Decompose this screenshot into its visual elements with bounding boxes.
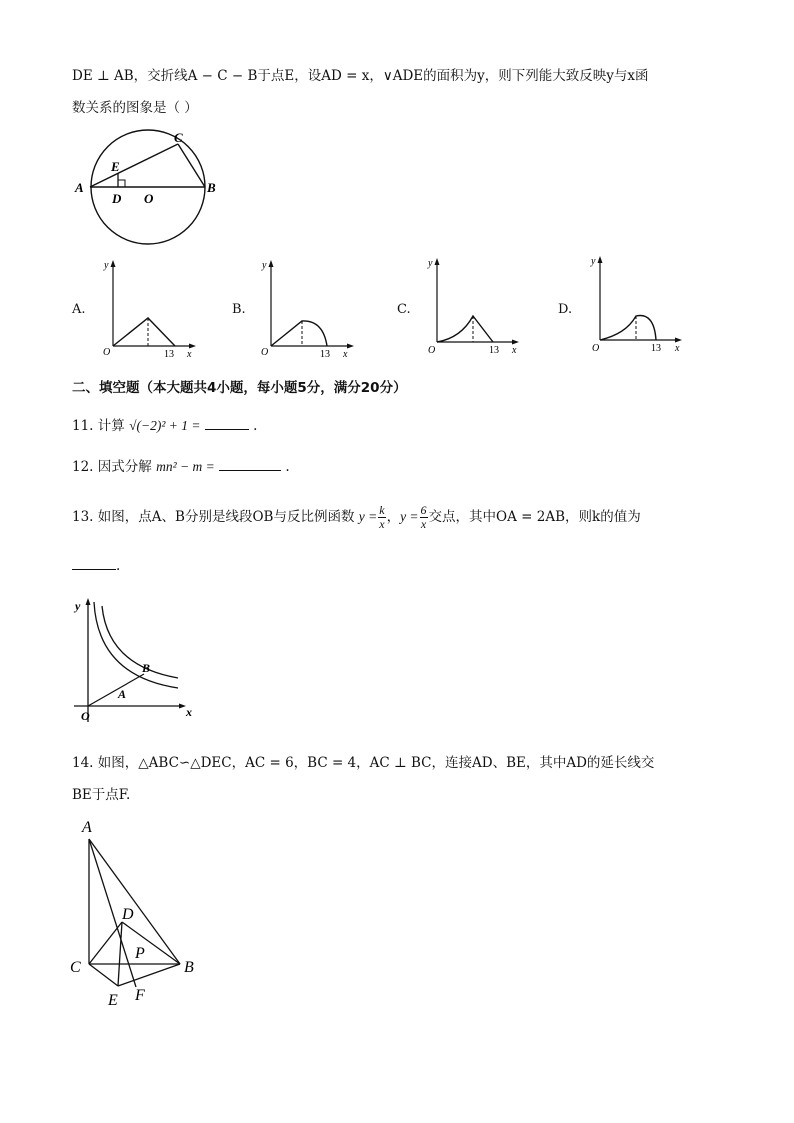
q10-text-line2: 数关系的图象是（ ）	[72, 100, 198, 116]
q14-figure	[68, 812, 208, 1012]
q13-answer-blank[interactable]	[72, 556, 116, 570]
svg-text:13: 13	[651, 343, 661, 354]
q13-func1-fraction: $\frac{k}{x}$	[379, 503, 385, 531]
svg-text:O: O	[261, 347, 269, 358]
q13-func2-lhs: y =	[400, 509, 419, 524]
curve-a	[113, 318, 175, 346]
svg-text:y: y	[262, 260, 267, 271]
svg-text:13: 13	[164, 349, 174, 360]
option-c-graph[interactable]	[413, 256, 525, 360]
q12-number: 12.	[72, 459, 94, 475]
label-d: D	[112, 191, 122, 206]
svg-text:C: C	[70, 959, 81, 976]
svg-text:x: x	[343, 349, 348, 360]
svg-text:y: y	[428, 258, 433, 269]
svg-text:x: x	[512, 345, 517, 356]
curve-c	[437, 316, 493, 342]
q13-func2-fraction: $\frac{6}{x}$	[420, 503, 427, 531]
q11-prefix: 计算	[97, 418, 125, 434]
svg-text:P: P	[135, 945, 145, 962]
option-d-graph[interactable]	[576, 254, 688, 358]
label-c: C	[174, 130, 183, 145]
q14-text-line2: BE于点F.	[72, 787, 131, 803]
option-c-letter[interactable]: C.	[397, 302, 411, 317]
q12-expression: mn² − m =	[156, 459, 215, 474]
chord-ac	[90, 144, 178, 187]
segment-ob	[88, 674, 144, 706]
curve-6-over-x	[102, 606, 178, 678]
label-o: O	[144, 191, 154, 206]
right-angle-mark	[118, 180, 125, 187]
svg-text:13: 13	[489, 345, 499, 356]
svg-text:x: x	[187, 349, 192, 360]
svg-text:F: F	[135, 987, 145, 1004]
q13-line2	[72, 556, 120, 576]
section-heading-fill-blank: 二、填空题（本大题共4小题，每小题5分，满分20分）	[72, 380, 407, 396]
q12-answer-blank[interactable]	[219, 457, 281, 471]
option-b-graph[interactable]	[250, 258, 360, 362]
q13-func1-lhs: y =	[358, 509, 378, 524]
option-b-letter[interactable]: B.	[232, 302, 246, 317]
svg-text:x: x	[675, 343, 680, 354]
q10-circle-figure	[70, 128, 220, 246]
q13-text-1: 如图，点A、B分别是线段OB与反比例函数	[97, 509, 355, 525]
option-a-graph[interactable]	[92, 258, 202, 362]
q13-text-2: 交点，其中OA = 2AB，则k的值为	[428, 509, 641, 525]
q10-text-line1: DE ⊥ AB，交折线A − C − B于点E，设AD = x，∨ADE的面积为y，则下列能大致反映y与x函	[72, 68, 649, 84]
curve-b	[271, 321, 327, 346]
svg-text:A: A	[118, 687, 127, 701]
option-d-letter[interactable]: D.	[558, 302, 573, 317]
q11-line	[72, 416, 257, 436]
curve-d	[600, 316, 656, 341]
q11-suffix: .	[253, 418, 258, 434]
svg-text:A: A	[82, 819, 92, 836]
label-a: A	[75, 180, 84, 195]
q13-line1: 13. 如图，点A、B分别是线段OB与反比例函数 y = $\frac{k}{x}$ ，y = $\frac{6}{x}$ 交点，其中OA = 2AB，则k的值为	[72, 503, 641, 531]
q12-prefix: 因式分解	[97, 459, 152, 475]
svg-text:y: y	[75, 599, 81, 613]
svg-text:13: 13	[320, 349, 330, 360]
label-e: E	[111, 159, 120, 174]
svg-text:O: O	[428, 345, 436, 356]
q12-suffix: .	[285, 459, 290, 475]
svg-text:O: O	[81, 709, 90, 723]
label-b: B	[207, 180, 216, 195]
svg-text:D: D	[122, 906, 134, 923]
option-a-letter[interactable]: A.	[72, 302, 86, 317]
q13-number: 13.	[72, 509, 94, 525]
svg-text:O: O	[592, 343, 600, 354]
svg-text:B: B	[184, 959, 194, 976]
svg-text:O: O	[103, 347, 111, 358]
q11-number: 11.	[72, 418, 94, 434]
svg-text:x: x	[186, 705, 192, 719]
q14-text-line1: 14. 如图，△ABC∽△DEC，AC = 6，BC = 4，AC ⊥ BC，连接AD、BE，其中AD的延长线交	[72, 755, 655, 771]
q11-answer-blank[interactable]	[205, 416, 249, 430]
q11-expression: √(−2)² + 1 =	[129, 418, 201, 433]
svg-text:y: y	[591, 256, 596, 267]
q13-suffix: .	[116, 558, 121, 574]
svg-text:B: B	[142, 661, 151, 675]
q12-line	[72, 457, 290, 477]
svg-text:y: y	[104, 260, 109, 271]
svg-text:E: E	[108, 992, 118, 1009]
q13-figure	[70, 592, 200, 730]
